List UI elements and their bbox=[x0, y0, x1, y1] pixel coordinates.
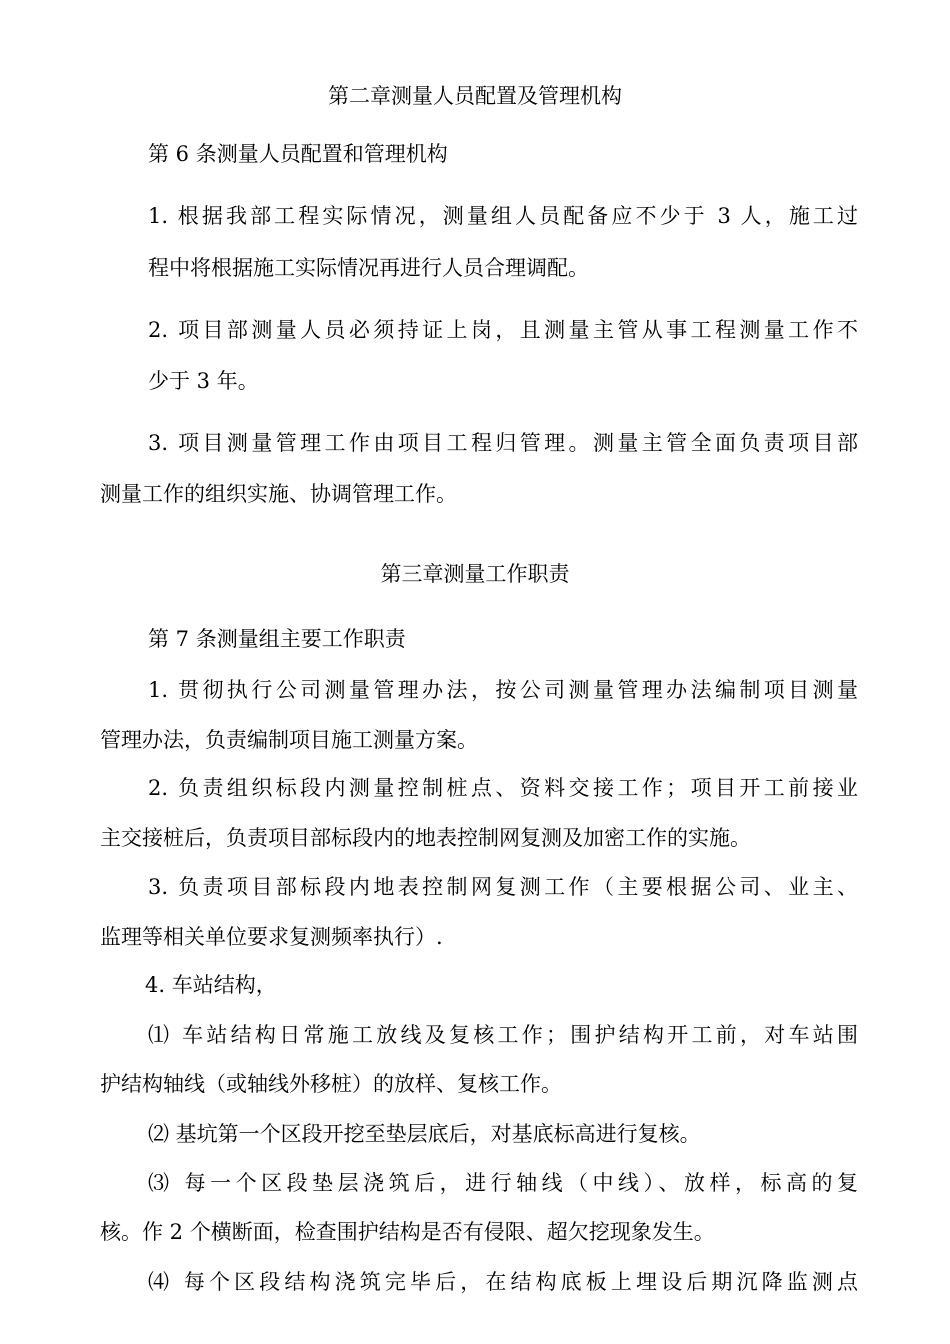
chapter-2-title: 第二章测量人员配置及管理机构 bbox=[328, 84, 622, 108]
sub-item-3-line-1: ⑶ 每一个区段垫层浇筑后，进行轴线（中线）、放样，标高的复 bbox=[148, 1171, 858, 1195]
article-6-heading: 第 6 条测量人员配置和管理机构 bbox=[148, 142, 448, 166]
article-7-item-3-line-2: 监理等相关单位要求复测频率执行）. bbox=[100, 925, 443, 949]
article-6-item-1-line-2: 程中将根据施工实际情况再进行人员合理调配。 bbox=[148, 256, 589, 280]
article-7-item-3-line-1: 3. 负责项目部标段内地表控制网复测工作（主要根据公司、业主、 bbox=[148, 875, 858, 899]
article-6-item-2-line-2: 少于 3 年。 bbox=[148, 369, 259, 393]
article-7-item-1-line-2: 管理办法，负责编制项目施工测量方案。 bbox=[100, 728, 478, 752]
article-6-item-1-line-1: 1. 根据我部工程实际情况，测量组人员配备应不少于 3 人，施工过 bbox=[148, 204, 858, 228]
article-6-item-3-line-1: 3. 项目测量管理工作由项目工程归管理。测量主管全面负责项目部 bbox=[148, 431, 858, 455]
chapter-3-title: 第三章测量工作职责 bbox=[380, 562, 570, 586]
article-6-item-2-line-1: 2. 项目部测量人员必须持证上岗，且测量主管从事工程测量工作不 bbox=[148, 318, 858, 342]
article-7-item-4: 4. 车站结构， bbox=[145, 973, 277, 997]
sub-item-1-line-1: ⑴ 车站结构日常施工放线及复核工作；围护结构开工前，对车站围 bbox=[148, 1023, 858, 1047]
sub-item-4-line-1: ⑷ 每个区段结构浇筑完毕后，在结构底板上埋设后期沉降监测点 bbox=[148, 1270, 858, 1294]
sub-item-3-line-2: 核。作 2 个横断面，检查围护结构是否有侵限、超欠挖现象发生。 bbox=[100, 1220, 715, 1244]
article-7-item-1-line-1: 1. 贯彻执行公司测量管理办法，按公司测量管理办法编制项目测量 bbox=[148, 678, 858, 702]
sub-item-1-line-2: 护结构轴线（或轴线外移桩）的放样、复核工作。 bbox=[100, 1072, 562, 1096]
article-7-item-2-line-1: 2. 负责组织标段内测量控制桩点、资料交接工作；项目开工前接业 bbox=[148, 776, 858, 800]
article-7-heading: 第 7 条测量组主要工作职责 bbox=[148, 627, 406, 651]
sub-item-2: ⑵ 基坑第一个区段开挖至垫层底后，对基底标高进行复核。 bbox=[148, 1122, 701, 1146]
article-7-item-2-line-2: 主交接桩后，负责项目部标段内的地表控制网复测及加密工作的实施。 bbox=[100, 826, 751, 850]
article-6-item-3-line-2: 测量工作的组织实施、协调管理工作。 bbox=[100, 482, 457, 506]
